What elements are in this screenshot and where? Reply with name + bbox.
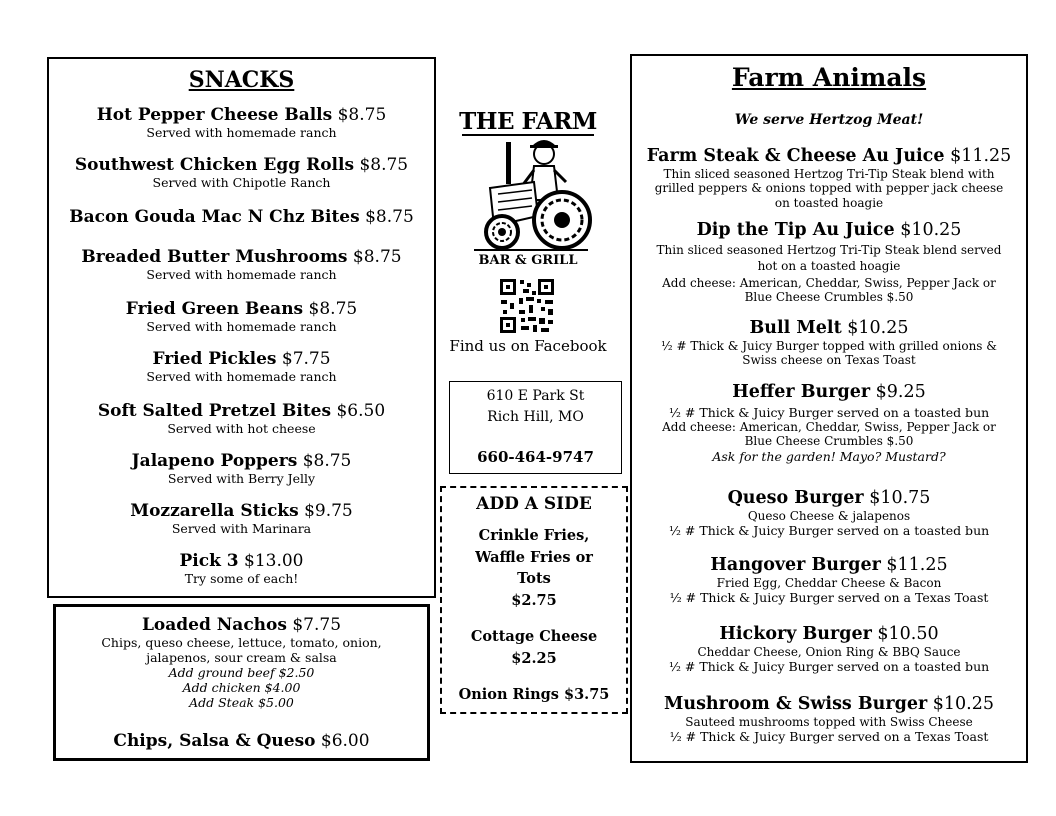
item-description: Served with homemade ranch: [146, 267, 337, 283]
item-description: Cheddar Cheese, Onion Ring & BBQ Sauce: [697, 645, 961, 659]
menu-item: [56, 731, 427, 751]
menu-item: [49, 207, 434, 227]
item-price: $9.75: [304, 501, 353, 521]
item-name: Heffer Burger: [732, 382, 871, 402]
item-price: $7.75: [292, 615, 342, 635]
item-name: Soft Salted Pretzel Bites: [97, 401, 332, 421]
item-name: Mushroom & Swiss Burger: [663, 694, 928, 714]
add-on-option: Add ground beef $2.50: [168, 665, 315, 681]
item-name: Hangover Burger: [710, 555, 881, 575]
menu-item: [632, 382, 1026, 464]
snacks-heading: SNACKS: [188, 67, 295, 93]
address-street: 610 E Park St: [486, 388, 585, 404]
item-description: ½ # Thick & Juicy Burger topped with grilled onions &: [661, 339, 997, 353]
item-description: Served with Chipotle Ranch: [152, 175, 331, 191]
item-description: Swiss cheese on Texas Toast: [742, 353, 916, 368]
item-price: $8.75: [337, 105, 387, 125]
menu-item: [632, 555, 1026, 605]
item-price: $10.25: [932, 694, 995, 714]
item-price: $8.75: [359, 155, 409, 175]
side-text-line: Onion Rings $3.75: [458, 686, 610, 703]
item-description: Served with Marinara: [171, 521, 312, 537]
menu-item: [632, 220, 1026, 305]
phone-number: 660-464-9747: [477, 448, 594, 466]
item-description: ½ # Thick & Juicy Burger served on a toasted bun: [668, 523, 990, 539]
item-description: grilled peppers & onions topped with pepper jack cheese: [654, 181, 1004, 196]
side-cottage: [442, 626, 626, 669]
item-name: Bacon Gouda Mac N Chz Bites: [69, 207, 360, 227]
item-name: Bull Melt: [749, 318, 842, 338]
menu-item: [49, 155, 434, 190]
item-description: Fried Egg, Cheddar Cheese & Bacon: [716, 576, 942, 590]
item-description: Served with homemade ranch: [146, 125, 337, 141]
item-description: Queso Cheese & jalapenos: [747, 509, 911, 523]
item-name: Hickory Burger: [719, 624, 872, 644]
item-description: Chips, queso cheese, lettuce, tomato, onion,: [101, 635, 382, 651]
item-description: Try some of each!: [184, 571, 299, 587]
farm-animals-section: [630, 54, 1028, 763]
item-price: $10.50: [877, 624, 939, 644]
item-description: Blue Cheese Crumbles $.50: [744, 290, 914, 305]
logo-title: THE FARM: [459, 108, 597, 135]
item-description: Thin sliced seasoned Hertzog Tri-Tip Steak blend served: [656, 243, 1002, 257]
menu-item: [49, 105, 434, 140]
item-description: Add cheese: American, Cheddar, Swiss, Pepper Jack or: [662, 420, 996, 434]
item-description: ½ # Thick & Juicy Burger served on a Texas Toast: [669, 729, 989, 745]
menu-item: [632, 624, 1026, 674]
item-price: $8.75: [365, 207, 414, 227]
item-name: Jalapeno Poppers: [131, 451, 298, 471]
item-price: $11.25: [886, 555, 948, 575]
qr-code-icon[interactable]: [499, 278, 555, 334]
item-description: Served with homemade ranch: [146, 319, 337, 335]
item-name: Hot Pepper Cheese Balls: [96, 105, 333, 125]
tagline: We serve Hertzog Meat!: [734, 112, 924, 128]
address-box: [449, 381, 622, 474]
side-onion: [442, 684, 626, 706]
item-description: Add cheese: American, Cheddar, Swiss, Pepper Jack or: [662, 275, 996, 290]
item-price: $10.25: [847, 318, 909, 338]
side-text-line: Crinkle Fries,: [478, 527, 590, 544]
item-description: jalapenos, sour cream & salsa: [146, 650, 337, 666]
item-description: on toasted hoagie: [774, 195, 884, 210]
item-price: $8.75: [352, 247, 402, 267]
menu-item: [49, 451, 434, 486]
item-name: Pick 3: [179, 551, 239, 571]
nachos-section: [53, 604, 430, 761]
facebook-text: Find us on Facebook: [449, 337, 607, 355]
item-description: hot on a toasted hoagie: [757, 259, 901, 274]
item-price: $8.75: [302, 451, 352, 471]
item-price: $8.75: [308, 299, 358, 319]
item-description: Served with Berry Jelly: [167, 471, 316, 487]
side-fries: [442, 525, 626, 611]
item-name: Fried Green Beans: [125, 299, 304, 319]
item-price: $10.25: [900, 220, 962, 240]
item-description: ½ # Thick & Juicy Burger served on a toasted bun: [668, 659, 990, 675]
item-price: $13.00: [244, 551, 304, 571]
item-name: Farm Steak & Cheese Au Juice: [646, 146, 945, 166]
item-name: Southwest Chicken Egg Rolls: [74, 155, 355, 175]
menu-item: [49, 247, 434, 282]
menu-item: [49, 349, 434, 384]
side-text-line: Waffle Fries or: [475, 548, 593, 566]
menu-item: [632, 146, 1026, 210]
item-description: Served with homemade ranch: [146, 369, 337, 385]
item-name: Dip the Tip Au Juice: [696, 220, 895, 240]
item-name: Breaded Butter Mushrooms: [81, 247, 348, 267]
menu-item: [632, 318, 1026, 368]
side-price: $2.75: [511, 591, 557, 609]
side-text-line: Cottage Cheese: [470, 628, 598, 645]
address-city: Rich Hill, MO: [487, 409, 584, 425]
item-description: ½ # Thick & Juicy Burger served on a Texas Toast: [669, 590, 989, 606]
side-heading: ADD A SIDE: [476, 494, 592, 514]
add-a-side-section: [440, 486, 628, 714]
add-on-option: Add Steak $5.00: [189, 695, 294, 711]
menu-item: [56, 615, 427, 710]
item-price: $7.75: [281, 349, 331, 369]
menu-item: [49, 501, 434, 536]
item-name: Fried Pickles: [152, 349, 277, 369]
snacks-section: [47, 57, 436, 598]
tractor-farmer-icon: [454, 108, 602, 273]
item-description: Ask for the garden! Mayo? Mustard?: [712, 448, 946, 464]
farm-heading: Farm Animals: [731, 63, 927, 92]
menu-item: [632, 694, 1026, 744]
item-name: Loaded Nachos: [141, 615, 287, 635]
menu-item: [49, 551, 434, 586]
item-price: $11.25: [950, 146, 1012, 166]
item-description: Blue Cheese Crumbles $.50: [744, 434, 914, 449]
item-price: $10.75: [869, 488, 931, 508]
item-price: $6.00: [320, 731, 370, 751]
side-text-line: Tots: [517, 570, 551, 587]
item-description: ½ # Thick & Juicy Burger served on a toasted bun: [668, 405, 990, 420]
farm-logo: [454, 108, 602, 273]
menu-item: [632, 488, 1026, 538]
add-on-option: Add chicken $4.00: [182, 680, 301, 696]
menu-item: [49, 401, 434, 436]
item-price: $9.25: [875, 382, 926, 402]
item-name: Queso Burger: [727, 488, 864, 508]
side-price: $2.25: [511, 649, 557, 667]
item-description: Thin sliced seasoned Hertzog Tri-Tip Steak blend with: [663, 167, 995, 181]
item-description: Served with hot cheese: [167, 421, 316, 437]
item-price: $6.50: [336, 401, 386, 421]
item-name: Mozzarella Sticks: [130, 501, 299, 521]
item-name: Chips, Salsa & Queso: [113, 731, 316, 751]
item-description: Sauteed mushrooms topped with Swiss Cheese: [685, 715, 973, 729]
menu-item: [49, 299, 434, 334]
logo-subtitle: BAR & GRILL: [478, 253, 578, 268]
